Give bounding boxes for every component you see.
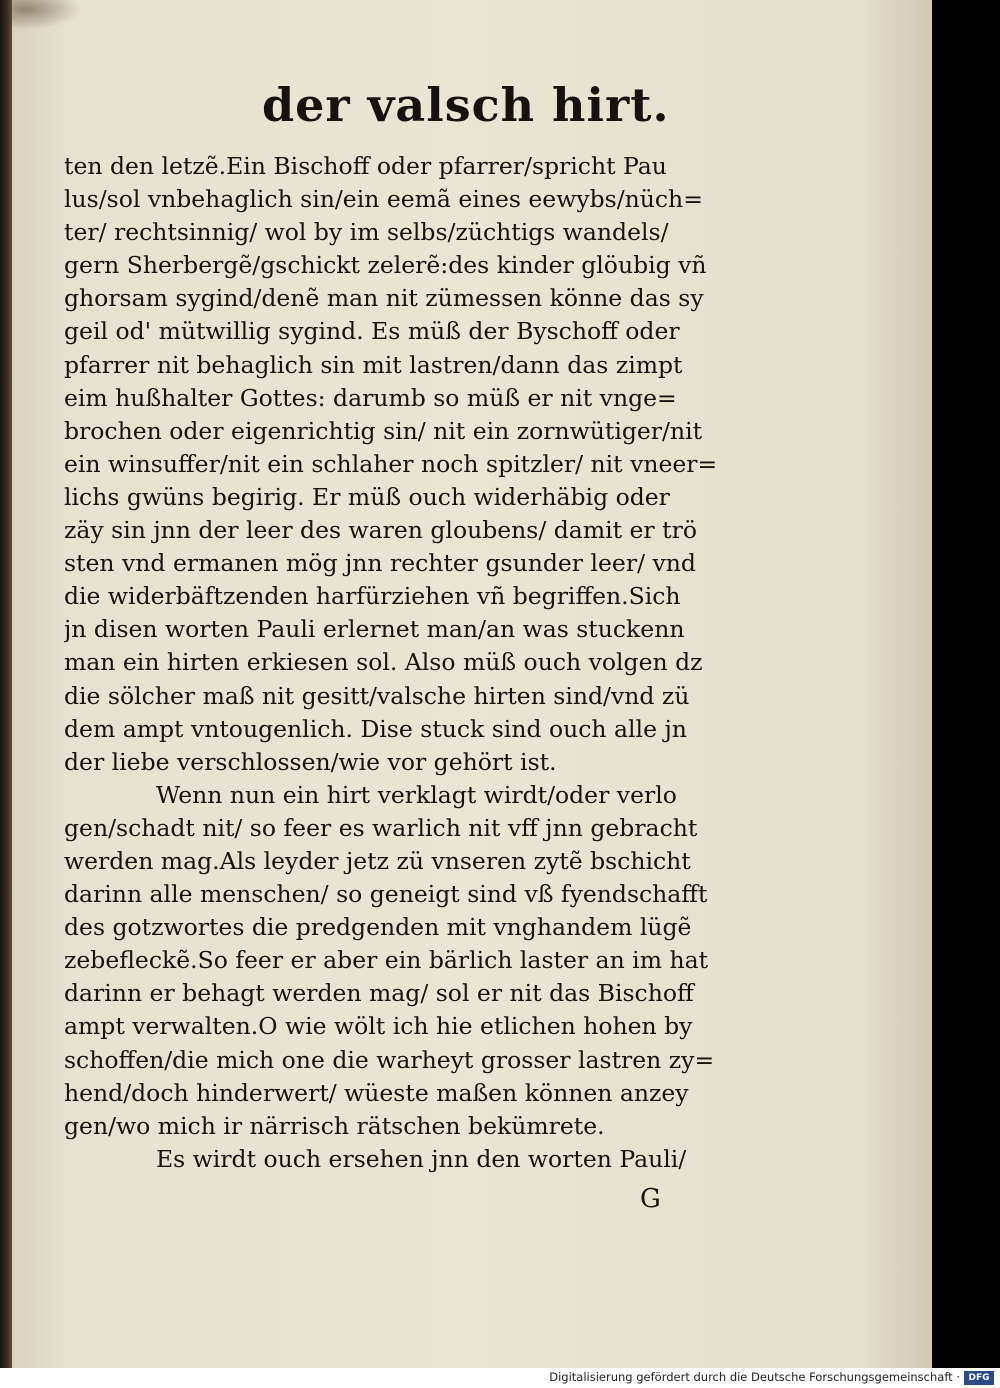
running-head: der valsch hirt.	[262, 78, 670, 132]
text-line: Wenn nun ein hirt verklagt wirdt/oder verlo	[156, 780, 677, 809]
book-page	[12, 0, 932, 1368]
text-line: lichs gwüns begirig. Er müß ouch widerhäbig oder	[64, 482, 670, 511]
text-line: geil od' mütwillig sygind. Es müß der Byschoff oder	[64, 317, 680, 346]
page-stain	[12, 0, 82, 30]
signature-mark: G	[640, 1184, 661, 1214]
text-line: jn disen worten Pauli erlernet man/an was stuckenn	[64, 615, 685, 644]
text-line: die sölcher maß nit gesitt/valsche hirten sind/vnd zü	[64, 681, 690, 710]
text-line: man ein hirten erkiesen sol. Also müß ouch volgen dz	[64, 648, 703, 677]
dfg-logo-icon[interactable]: DFG	[964, 1371, 994, 1385]
funding-credit: Digitalisierung gefördert durch die Deutsche Forschungsgemeinschaft ·	[549, 1370, 960, 1384]
text-line: ter/ rechtsinnig/ wol by im selbs/züchtigs wandels/	[64, 218, 669, 247]
text-line: darinn er behagt werden mag/ sol er nit das Bischoff	[64, 979, 694, 1008]
text-line: hend/doch hinderwert/ wüeste maßen können anzey	[64, 1078, 689, 1107]
text-line: gen/wo mich ir närrisch rätschen bekümrete.	[64, 1111, 605, 1140]
text-line: dem ampt vntougenlich. Dise stuck sind ouch alle jn	[64, 714, 687, 743]
text-line: darinn alle menschen/ so geneigt sind vß fyendschafft	[64, 880, 708, 909]
text-line: werden mag.Als leyder jetz zü vnseren zytẽ bschicht	[64, 846, 691, 875]
text-line: gen/schadt nit/ so feer es warlich nit vff jnn gebracht	[64, 813, 698, 842]
text-line: ampt verwalten.O wie wölt ich hie etlichen hohen by	[64, 1012, 693, 1041]
text-line: eim hußhalter Gottes: darumb so müß er nit vnge=	[64, 383, 677, 412]
text-line: des gotzwortes die predgenden mit vnghandem lügẽ	[64, 913, 692, 942]
body-text	[64, 150, 774, 1176]
text-line: die widerbäftzenden harfürziehen vñ begriffen.Sich	[64, 582, 681, 611]
text-line: ein winsuffer/nit ein schlaher noch spitzler/ nit vneer=	[64, 449, 718, 478]
text-line: ghorsam sygind/denẽ man nit zümessen könne das sy	[64, 284, 704, 313]
text-line: pfarrer nit behaglich sin mit lastren/dann das zimpt	[64, 350, 683, 379]
book-spine	[0, 0, 12, 1368]
footer-bar	[0, 1368, 1000, 1388]
text-line: schoffen/die mich one die warheyt grosser lastren zy=	[64, 1045, 715, 1074]
page-edge-background	[932, 0, 1000, 1368]
text-line: ten den letzẽ.Ein Bischoff oder pfarrer/spricht Pau	[64, 152, 667, 180]
text-line: zebefleckẽ.So feer er aber ein bärlich laster an im hat	[64, 946, 709, 975]
text-line: brochen oder eigenrichtig sin/ nit ein zornwütiger/nit	[64, 416, 703, 445]
text-line: Es wirdt ouch ersehen jnn den worten Pauli/	[156, 1144, 687, 1173]
text-line: sten vnd ermanen mög jnn rechter gsunder leer/ vnd	[64, 549, 696, 578]
text-line: der liebe verschlossen/wie vor gehört ist.	[64, 747, 557, 776]
text-line: zäy sin jnn der leer des waren gloubens/ damit er trö	[64, 516, 697, 545]
text-line: gern Sherbergẽ/gschickt zelerẽ:des kinder glöubig vñ	[64, 251, 707, 280]
text-line: lus/sol vnbehaglich sin/ein eemã eines eewybs/nüch=	[64, 185, 703, 214]
